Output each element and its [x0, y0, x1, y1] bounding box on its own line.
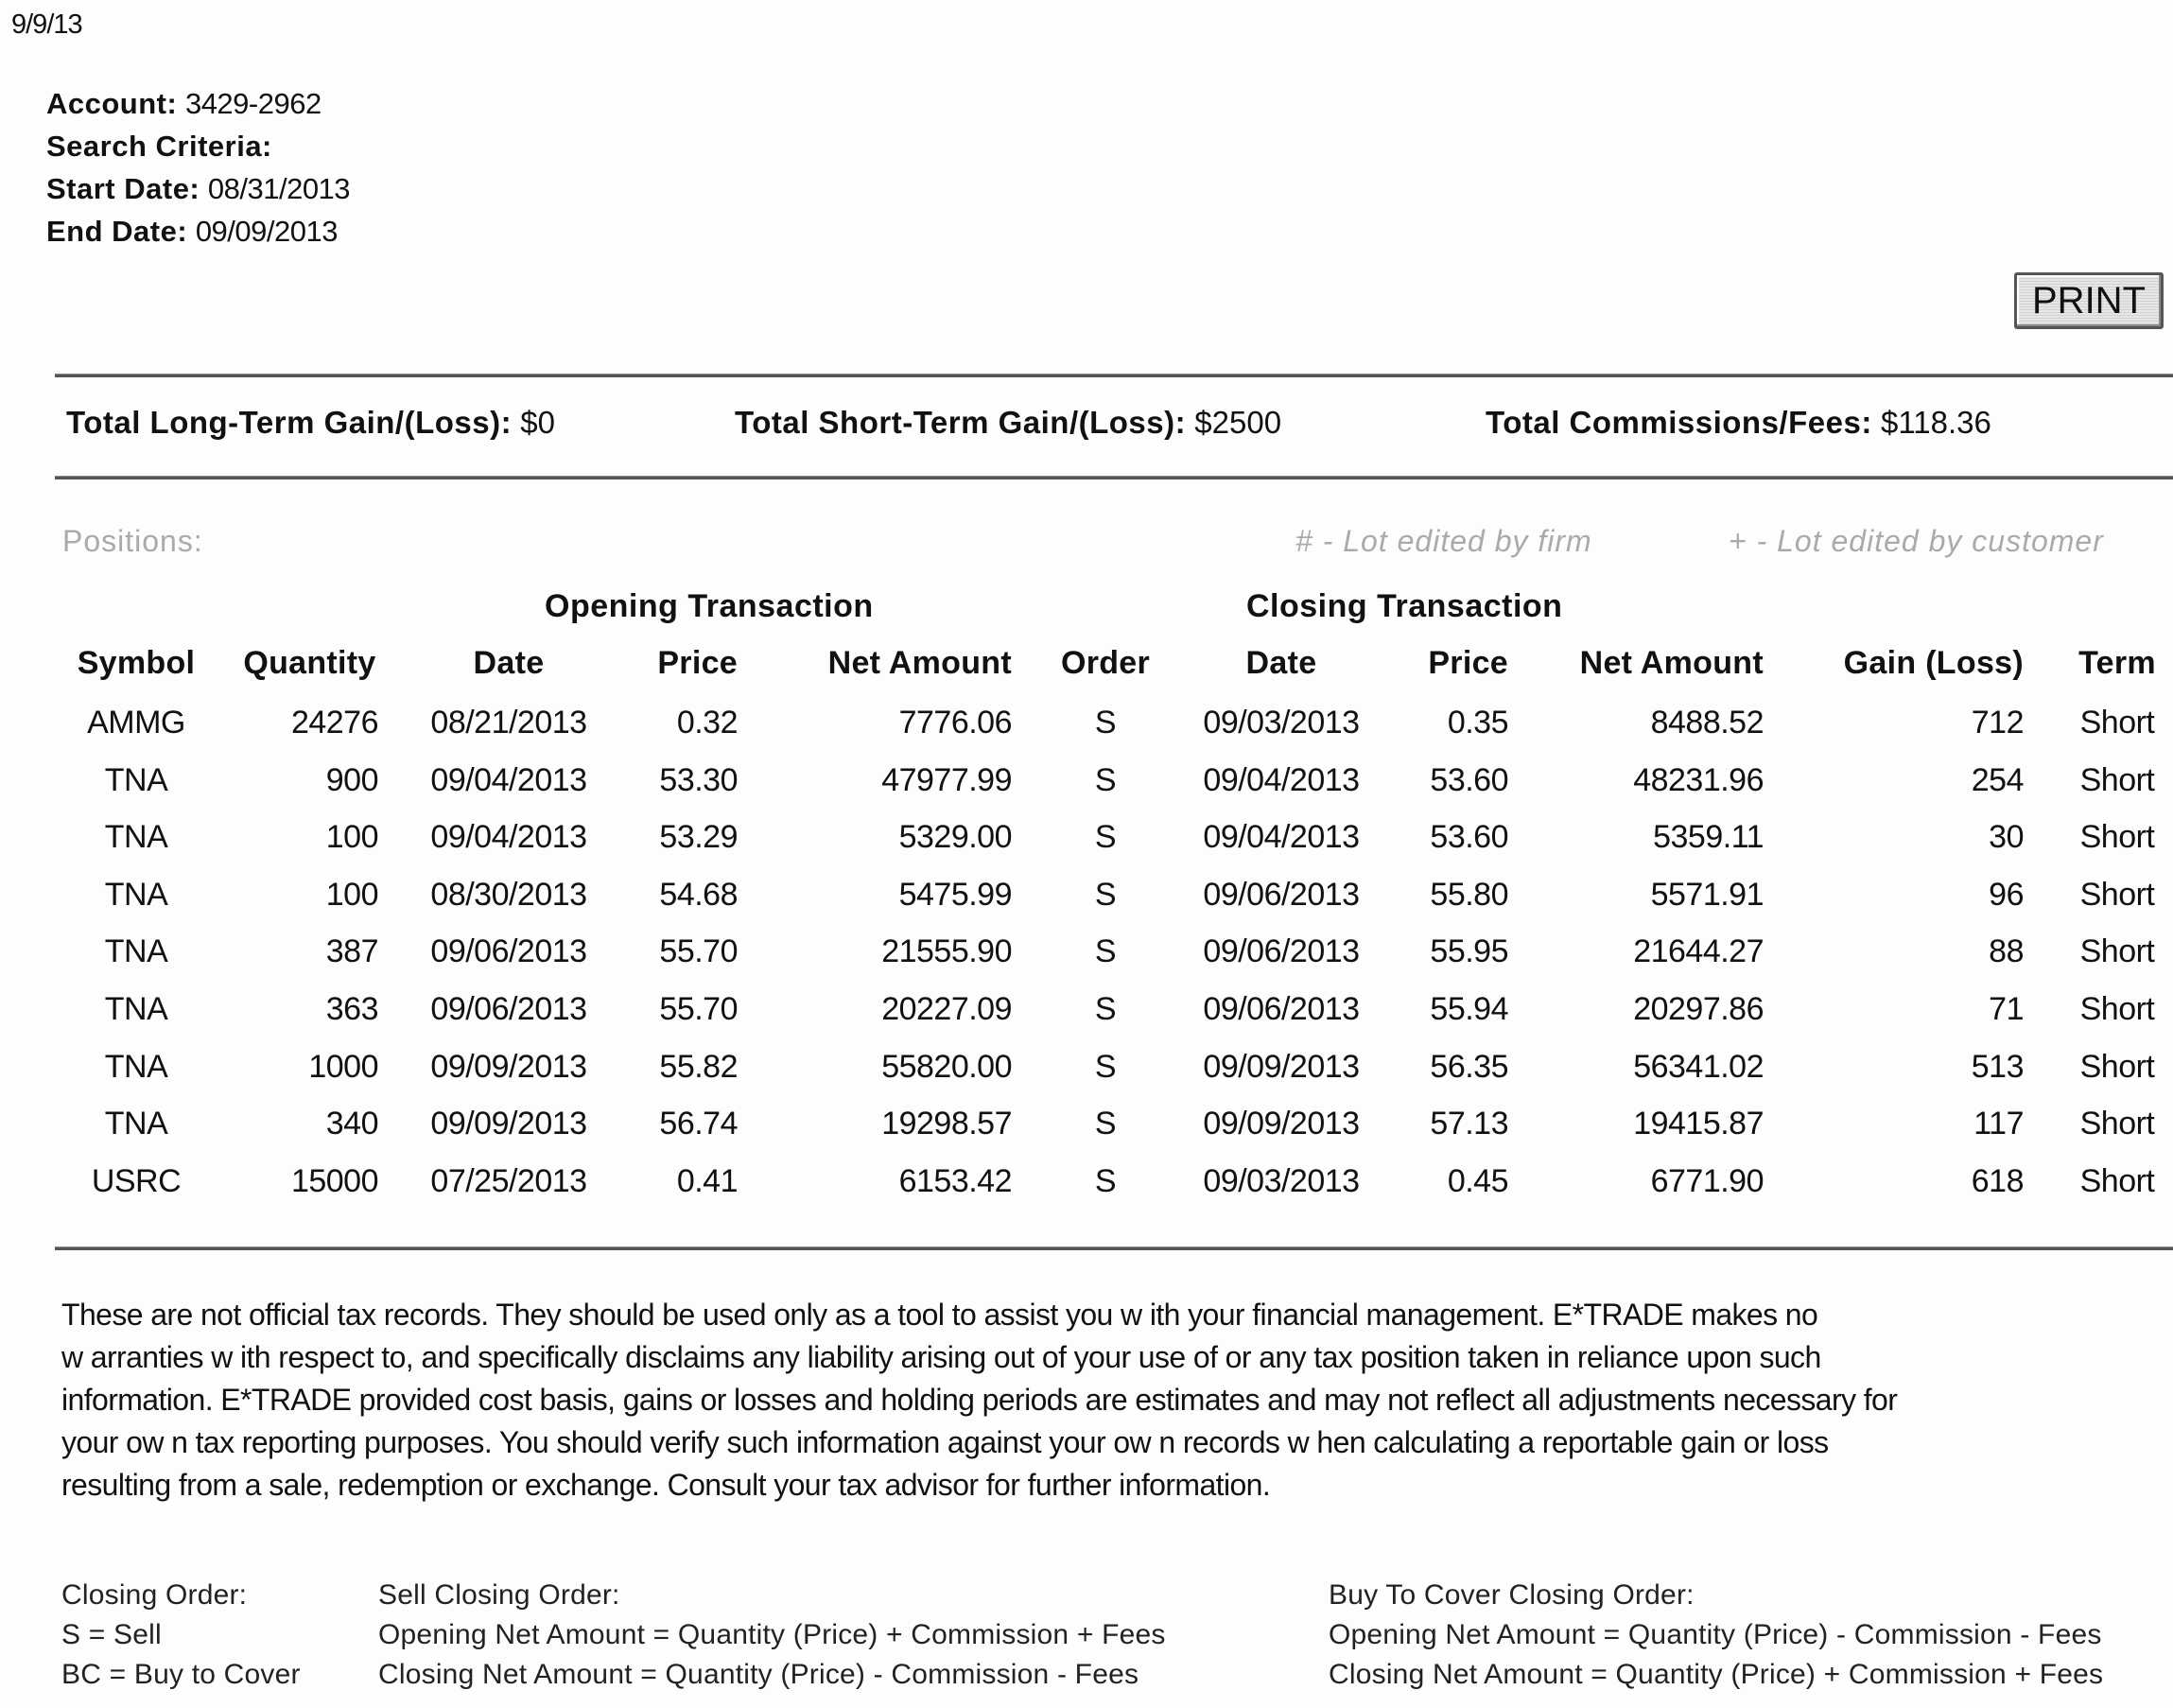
column-header-order: Order — [1060, 645, 1151, 681]
cell-close-price: 0.35 — [1447, 705, 1508, 741]
account-label: Account: — [46, 87, 178, 120]
cell-open-price: 53.30 — [659, 761, 738, 798]
positions-label: Positions: — [62, 524, 203, 558]
cell-close-price: 55.95 — [1430, 933, 1508, 970]
cell-close-price: 53.60 — [1430, 761, 1508, 798]
cell-quantity: 100 — [325, 876, 378, 913]
group-header-closing: Closing Transaction — [1246, 588, 1563, 624]
account-line — [46, 87, 322, 121]
print-button[interactable]: PRINT — [2014, 272, 2164, 329]
column-header-term: Term — [2078, 645, 2156, 681]
cell-gain-loss: 513 — [1971, 1048, 2024, 1085]
cell-symbol: TNA — [104, 876, 168, 913]
cell-gain-loss: 618 — [1971, 1162, 2024, 1199]
cell-symbol: TNA — [104, 1048, 168, 1085]
cell-order: S — [1094, 876, 1117, 913]
column-header-open-date: Date — [473, 645, 545, 681]
cell-open-price: 55.82 — [659, 1048, 738, 1085]
legend-lot-edited-by-firm: # - Lot edited by firm — [1295, 524, 1592, 558]
cell-open-date: 09/06/2013 — [430, 933, 587, 970]
cell-close-date: 09/09/2013 — [1203, 1106, 1360, 1142]
closing-order-buy-to-cover: BC = Buy to Cover — [61, 1659, 301, 1690]
cell-close-net-amount: 6771.90 — [1650, 1162, 1764, 1199]
cell-open-date: 08/30/2013 — [430, 876, 587, 913]
total-short-term — [735, 405, 1281, 441]
cell-gain-loss: 712 — [1971, 705, 2024, 741]
start-date-label: Start Date: — [46, 172, 200, 205]
cell-close-price: 55.94 — [1430, 991, 1508, 1027]
cell-term: Short — [2079, 1162, 2155, 1199]
cell-order: S — [1094, 991, 1117, 1027]
cell-close-price: 56.35 — [1430, 1048, 1508, 1085]
cell-close-net-amount: 20297.86 — [1633, 991, 1764, 1027]
divider-totals — [55, 476, 2173, 479]
closing-order-sell: S = Sell — [61, 1619, 162, 1650]
search-criteria-line — [46, 130, 272, 164]
cell-close-price: 55.80 — [1430, 876, 1508, 913]
cell-close-date: 09/06/2013 — [1203, 876, 1360, 913]
cell-open-net-amount: 5329.00 — [898, 819, 1012, 856]
cell-close-price: 57.13 — [1430, 1106, 1508, 1142]
cell-close-net-amount: 21644.27 — [1633, 933, 1764, 970]
column-header-open-price: Price — [657, 645, 738, 681]
cell-symbol: TNA — [104, 933, 168, 970]
cell-open-date: 09/06/2013 — [430, 991, 587, 1027]
legend-lot-edited-by-customer: + - Lot edited by customer — [1729, 524, 2104, 558]
total-commissions — [1486, 405, 1991, 441]
column-header-close-net-amount: Net Amount — [1579, 645, 1764, 681]
column-header-open-net-amount: Net Amount — [827, 645, 1012, 681]
cell-open-price: 55.70 — [659, 991, 738, 1027]
cell-term: Short — [2079, 761, 2155, 798]
sell-closing-closing-formula: Closing Net Amount = Quantity (Price) - Commission - Fees — [378, 1659, 1139, 1690]
cell-term: Short — [2079, 1106, 2155, 1142]
cell-quantity: 15000 — [290, 1162, 378, 1199]
cell-close-date: 09/04/2013 — [1203, 819, 1360, 856]
divider-bottom — [55, 1246, 2173, 1250]
total-long-term-value: $0 — [520, 405, 555, 440]
total-short-term-label: Total Short-Term Gain/(Loss): — [735, 405, 1187, 440]
cell-gain-loss: 71 — [1989, 991, 2024, 1027]
account-value: 3429-2962 — [184, 87, 322, 120]
cell-open-price: 0.41 — [676, 1162, 738, 1199]
column-header-symbol: Symbol — [77, 645, 196, 681]
cell-open-net-amount: 19298.57 — [881, 1106, 1012, 1142]
btc-closing-opening-formula: Opening Net Amount = Quantity (Price) - Commission - Fees — [1329, 1619, 2102, 1650]
cell-close-price: 53.60 — [1430, 819, 1508, 856]
cell-quantity: 387 — [325, 933, 378, 970]
cell-close-date: 09/09/2013 — [1203, 1048, 1360, 1085]
cell-term: Short — [2079, 1048, 2155, 1085]
cell-symbol: AMMG — [87, 705, 185, 741]
cell-open-date: 08/21/2013 — [430, 705, 587, 741]
cell-term: Short — [2079, 705, 2155, 741]
column-header-close-date: Date — [1245, 645, 1317, 681]
cell-quantity: 340 — [325, 1106, 378, 1142]
cell-order: S — [1094, 819, 1117, 856]
cell-close-date: 09/06/2013 — [1203, 991, 1360, 1027]
cell-order: S — [1094, 1048, 1117, 1085]
cell-gain-loss: 117 — [1973, 1106, 2024, 1142]
cell-close-date: 09/04/2013 — [1203, 761, 1360, 798]
cell-close-date: 09/06/2013 — [1203, 933, 1360, 970]
end-date-label: End Date: — [46, 215, 188, 248]
cell-close-net-amount: 48231.96 — [1633, 761, 1764, 798]
cell-open-net-amount: 7776.06 — [898, 705, 1012, 741]
cell-symbol: TNA — [104, 991, 168, 1027]
cell-order: S — [1094, 1106, 1117, 1142]
end-date-line — [46, 215, 338, 249]
total-commissions-value: $118.36 — [1880, 405, 1991, 440]
cell-close-price: 0.45 — [1447, 1162, 1508, 1199]
start-date-value: 08/31/2013 — [207, 172, 351, 205]
cell-gain-loss: 30 — [1989, 819, 2024, 856]
cell-gain-loss: 96 — [1989, 876, 2024, 913]
cell-open-date: 09/04/2013 — [430, 819, 587, 856]
cell-close-date: 09/03/2013 — [1203, 1162, 1360, 1199]
cell-symbol: TNA — [104, 819, 168, 856]
btc-closing-closing-formula: Closing Net Amount = Quantity (Price) + Commission + Fees — [1329, 1659, 2104, 1690]
column-header-gain-loss: Gain (Loss) — [1843, 645, 2024, 681]
disclaimer-line: These are not official tax records. They should be used only as a tool to assist you w ith your financial management. E*TRADE makes no — [61, 1298, 1818, 1332]
disclaimer-line: information. E*TRADE provided cost basis, gains or losses and holding periods are estimates and may not reflect all adjustments necessary for — [61, 1383, 1898, 1417]
start-date-line — [46, 172, 350, 206]
sell-closing-title: Sell Closing Order: — [378, 1579, 620, 1611]
cell-open-net-amount: 20227.09 — [881, 991, 1012, 1027]
cell-order: S — [1094, 761, 1117, 798]
column-header-quantity: Quantity — [243, 645, 376, 681]
end-date-value: 09/09/2013 — [195, 215, 338, 248]
cell-close-net-amount: 5571.91 — [1650, 876, 1764, 913]
cell-open-price: 54.68 — [659, 876, 738, 913]
cell-quantity: 900 — [325, 761, 378, 798]
print-date: 9/9/13 — [11, 9, 82, 40]
group-header-opening: Opening Transaction — [545, 588, 874, 624]
btc-closing-title: Buy To Cover Closing Order: — [1329, 1579, 1695, 1611]
disclaimer-line: resulting from a sale, redemption or exchange. Consult your tax advisor for further information. — [61, 1468, 1271, 1502]
cell-term: Short — [2079, 819, 2155, 856]
cell-order: S — [1094, 1162, 1117, 1199]
cell-open-price: 55.70 — [659, 933, 738, 970]
cell-quantity: 24276 — [290, 705, 378, 741]
sell-closing-opening-formula: Opening Net Amount = Quantity (Price) + Commission + Fees — [378, 1619, 1166, 1650]
cell-open-price: 56.74 — [659, 1106, 738, 1142]
cell-open-date: 07/25/2013 — [430, 1162, 587, 1199]
total-commissions-label: Total Commissions/Fees: — [1486, 405, 1872, 440]
total-long-term-label: Total Long-Term Gain/(Loss): — [66, 405, 513, 440]
cell-close-net-amount: 5359.11 — [1653, 819, 1764, 856]
cell-close-date: 09/03/2013 — [1203, 705, 1360, 741]
cell-open-date: 09/09/2013 — [430, 1106, 587, 1142]
total-short-term-value: $2500 — [1194, 405, 1282, 440]
cell-quantity: 100 — [325, 819, 378, 856]
cell-term: Short — [2079, 876, 2155, 913]
cell-quantity: 363 — [325, 991, 378, 1027]
cell-symbol: TNA — [104, 761, 168, 798]
cell-symbol: TNA — [104, 1106, 168, 1142]
cell-order: S — [1094, 705, 1117, 741]
disclaimer-line: w arranties w ith respect to, and specifically disclaims any liability arising out of your use of or any tax position taken in reliance upon such — [61, 1340, 1821, 1374]
total-long-term — [66, 405, 555, 441]
cell-open-net-amount: 5475.99 — [898, 876, 1012, 913]
cell-open-net-amount: 47977.99 — [881, 761, 1012, 798]
cell-quantity: 1000 — [308, 1048, 378, 1085]
cell-close-net-amount: 8488.52 — [1650, 705, 1764, 741]
column-header-close-price: Price — [1428, 645, 1508, 681]
cell-open-price: 53.29 — [659, 819, 738, 856]
cell-open-net-amount: 55820.00 — [881, 1048, 1012, 1085]
cell-open-price: 0.32 — [676, 705, 738, 741]
cell-open-date: 09/04/2013 — [430, 761, 587, 798]
cell-open-net-amount: 6153.42 — [898, 1162, 1012, 1199]
cell-close-net-amount: 19415.87 — [1633, 1106, 1764, 1142]
cell-symbol: USRC — [91, 1162, 182, 1199]
divider-top — [55, 374, 2173, 377]
cell-term: Short — [2079, 933, 2155, 970]
search-criteria-label: Search Criteria: — [46, 130, 272, 163]
closing-order-title: Closing Order: — [61, 1579, 248, 1611]
cell-order: S — [1094, 933, 1117, 970]
cell-open-date: 09/09/2013 — [430, 1048, 587, 1085]
cell-gain-loss: 88 — [1989, 933, 2024, 970]
cell-term: Short — [2079, 991, 2155, 1027]
cell-open-net-amount: 21555.90 — [881, 933, 1012, 970]
disclaimer-line: your ow n tax reporting purposes. You should verify such information against your ow n records w hen calculating a reportable gain or loss — [61, 1425, 1829, 1459]
cell-gain-loss: 254 — [1971, 761, 2024, 798]
cell-close-net-amount: 56341.02 — [1633, 1048, 1764, 1085]
